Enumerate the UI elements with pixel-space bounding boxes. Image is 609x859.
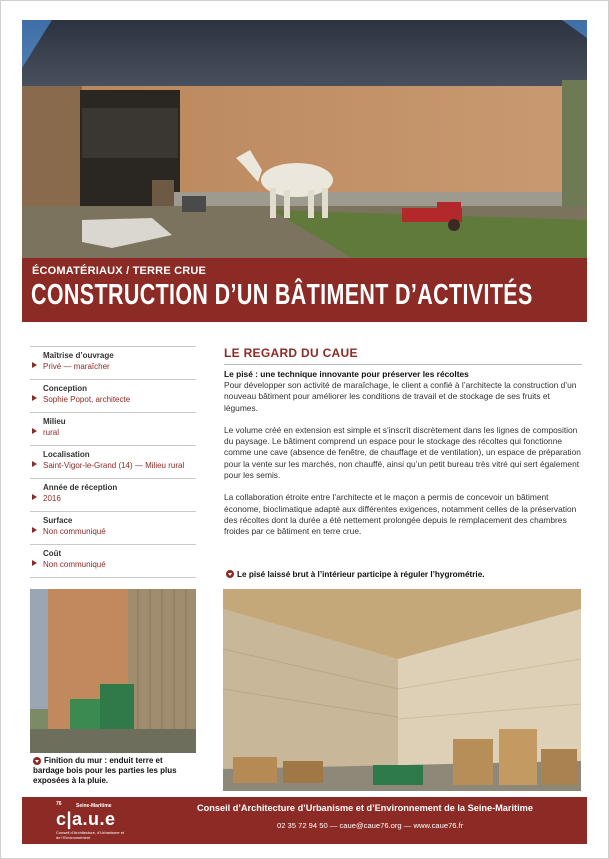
- logo-number: 76: [56, 801, 62, 807]
- paragraph-2: Le volume créé en extension est simple et s’inscrit discrètement dans les lignes de composition du paysage. Le bâtiment comprend un espace pour le stockage des récoltes qui fonctionne comme une cave (absence de fenêtre, de chauffage et de ventilation), un espace de préparation pour la vente sur les marchés, non chauffé, ainsi qu’un petit bureau très vitré qui sert également pour les semis.: [224, 424, 581, 481]
- sheet-row-annee: [30, 478, 196, 511]
- sheet-row-cout: [30, 544, 196, 578]
- sheet-row-localisation: [30, 445, 196, 478]
- sheet-label: Conception: [43, 384, 87, 393]
- sheet-value: 2016: [43, 494, 61, 503]
- sheet-row-surface: [30, 511, 196, 544]
- sheet-value: Non communiqué: [43, 560, 106, 569]
- paragraph-1: Pour développer son activité de maraîchage, le client a confié à l’architecte la construction d’un nouveau bâtiment pour améliorer les conditions de travail et de stockage de ses fruits et légumes.: [224, 380, 577, 413]
- footer: [22, 797, 587, 844]
- paragraph-3: La collaboration étroite entre l’architecte et le maçon a permis de concevoir un bâtiment économe, bioclimatique adapté aux différentes exigences, notamment celles de la préservation des récoltes dont la durée a été nettement prolongée depuis le remplacement des chambres froides par ce bâtiment en terre crue.: [224, 492, 577, 537]
- contact-info[interactable]: 02 35 72 94 50 — caue@caue76.org — www.caue76.fr: [277, 821, 464, 830]
- bullet-icon: [32, 560, 37, 566]
- interior-caption: [226, 570, 485, 579]
- logo-department: Seine-Maritime: [76, 803, 112, 809]
- bullet-icon: [32, 494, 37, 500]
- section-heading: LE REGARD DU CAUE: [224, 346, 358, 360]
- bullet-icon: [32, 527, 37, 533]
- section-subtitle: Le pisé : une technique innovante pour préserver les récoltes: [224, 369, 469, 379]
- divider: [224, 364, 582, 365]
- sheet-value: rural: [43, 428, 60, 437]
- sheet-value: Non communiqué: [43, 527, 106, 536]
- hero-photo: [22, 20, 587, 258]
- sheet-label: Milieu: [43, 417, 66, 426]
- sheet-label: Année de réception: [43, 483, 118, 492]
- sheet-value: Sophie Popot, architecte: [43, 395, 131, 404]
- bullet-icon: [32, 395, 37, 401]
- sheet-row-maitrise: [30, 346, 196, 379]
- arrow-up-icon: [33, 757, 41, 765]
- interior-photo: [223, 589, 581, 791]
- sheet-label: Coût: [43, 549, 62, 558]
- bullet-icon: [32, 428, 37, 434]
- bullet-icon: [32, 362, 37, 368]
- page-title: CONSTRUCTION D’UN BÂTIMENT D’ACTIVITÉS: [31, 279, 533, 311]
- sheet-value: Saint-Vigor-le-Grand (14) — Milieu rural: [43, 461, 185, 470]
- wall-caption: [33, 756, 193, 786]
- title-band: [22, 258, 587, 322]
- caue-review: [224, 346, 582, 549]
- organization-name: Conseil d’Architecture d’Urbanisme et d’Environnement de la Seine-Maritime: [197, 803, 533, 813]
- sheet-value: Privé — maraîcher: [43, 362, 110, 371]
- project-sheet: [30, 346, 196, 578]
- sheet-label: Localisation: [43, 450, 90, 459]
- wall-photo: [30, 589, 196, 753]
- caue-logo: [54, 800, 134, 842]
- sheet-row-milieu: [30, 412, 196, 445]
- sheet-label: Surface: [43, 516, 73, 525]
- category-label: ÉCOMATÉRIAUX / TERRE CRUE: [32, 265, 207, 277]
- arrow-down-icon: [226, 570, 234, 578]
- bullet-icon: [32, 461, 37, 467]
- interior-caption-text: Le pisé laissé brut à l’intérieur participe à réguler l’hygrométrie.: [237, 570, 485, 579]
- logo-mark: c|a.u.e: [56, 809, 116, 829]
- wall-caption-text: Finition du mur : enduit terre et bardage bois pour les parties les plus exposées à la pluie.: [33, 756, 177, 785]
- sheet-row-conception: [30, 379, 196, 412]
- sheet-label: Maîtrise d’ouvrage: [43, 351, 114, 360]
- logo-tagline: Conseil d’Architecture, d’Urbanisme et de l’Environnement: [56, 830, 125, 840]
